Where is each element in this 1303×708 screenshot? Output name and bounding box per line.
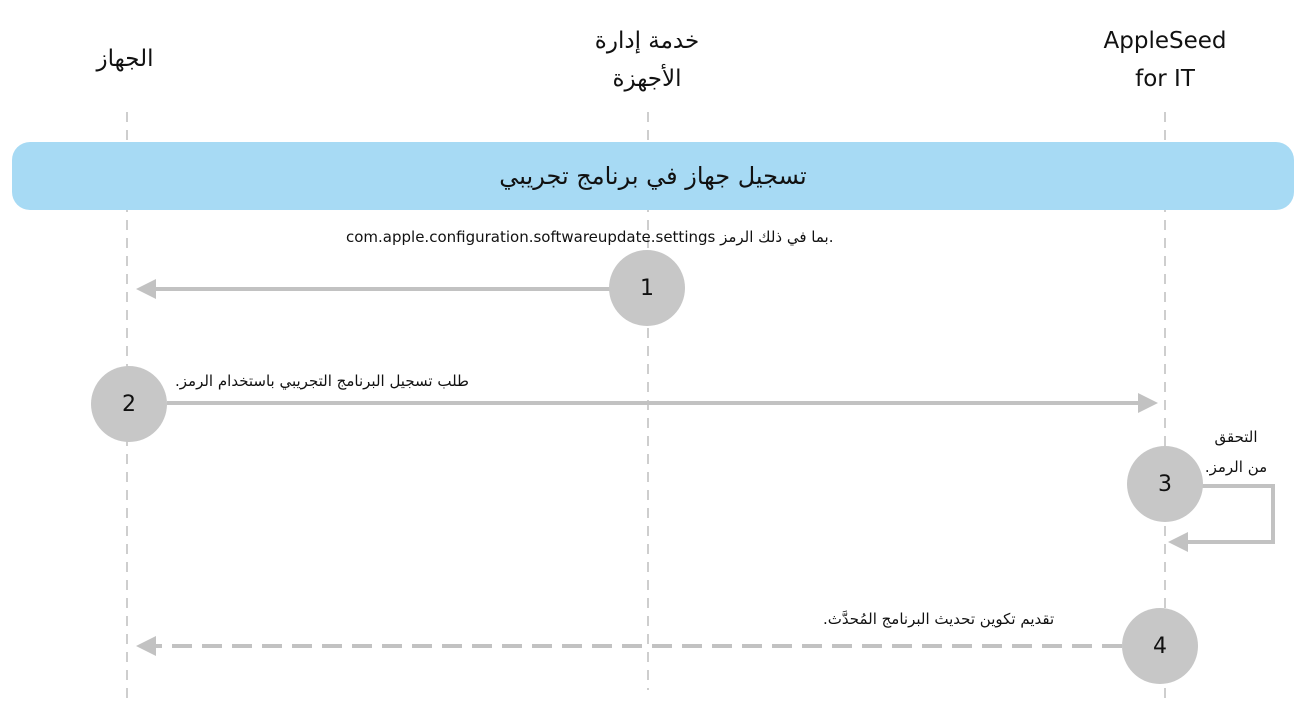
lane-title-mdm	[595, 22, 699, 98]
step-4-label: تقديم تكوين تحديث البرنامج المُحدَّث.	[823, 610, 1055, 628]
arrowhead-step-1	[136, 279, 156, 299]
lane-appleseed-line1: AppleSeed	[1103, 28, 1227, 54]
phase-banner	[12, 142, 1294, 210]
lane-mdm-line2: الأجهزة	[612, 66, 682, 92]
lane-title-appleseed	[1104, 22, 1227, 98]
arrowhead-step-3	[1168, 532, 1188, 552]
step-2-number: 2	[122, 391, 136, 417]
arrowhead-step-2	[1138, 393, 1158, 413]
step-1-label: com.apple.configuration.softwareupdate.settings بما في ذلك الرمز.	[346, 228, 834, 246]
step-3-badge	[1127, 446, 1203, 522]
step-3-label	[1204, 422, 1268, 482]
step-2-badge	[91, 366, 167, 442]
arrowhead-step-4	[136, 636, 156, 656]
lane-mdm-line1: خدمة إدارة	[594, 28, 700, 54]
step-3-number: 3	[1158, 471, 1172, 497]
lane-title-device	[97, 40, 154, 78]
step-1-number: 1	[640, 275, 654, 301]
lane-device-label: الجهاز	[96, 46, 154, 72]
step-4-number: 4	[1153, 633, 1167, 659]
lane-appleseed-line2: for IT	[1135, 66, 1195, 92]
step-2-label: طلب تسجيل البرنامج التجريبي باستخدام الرمز.	[175, 372, 469, 390]
step-3-label-line1: التحقق	[1214, 428, 1258, 446]
step-3-label-line2: من الرمز.	[1204, 458, 1268, 476]
step-1-badge	[609, 250, 685, 326]
step-4-badge	[1122, 608, 1198, 684]
phase-banner-label: تسجيل جهاز في برنامج تجريبي	[499, 162, 807, 190]
